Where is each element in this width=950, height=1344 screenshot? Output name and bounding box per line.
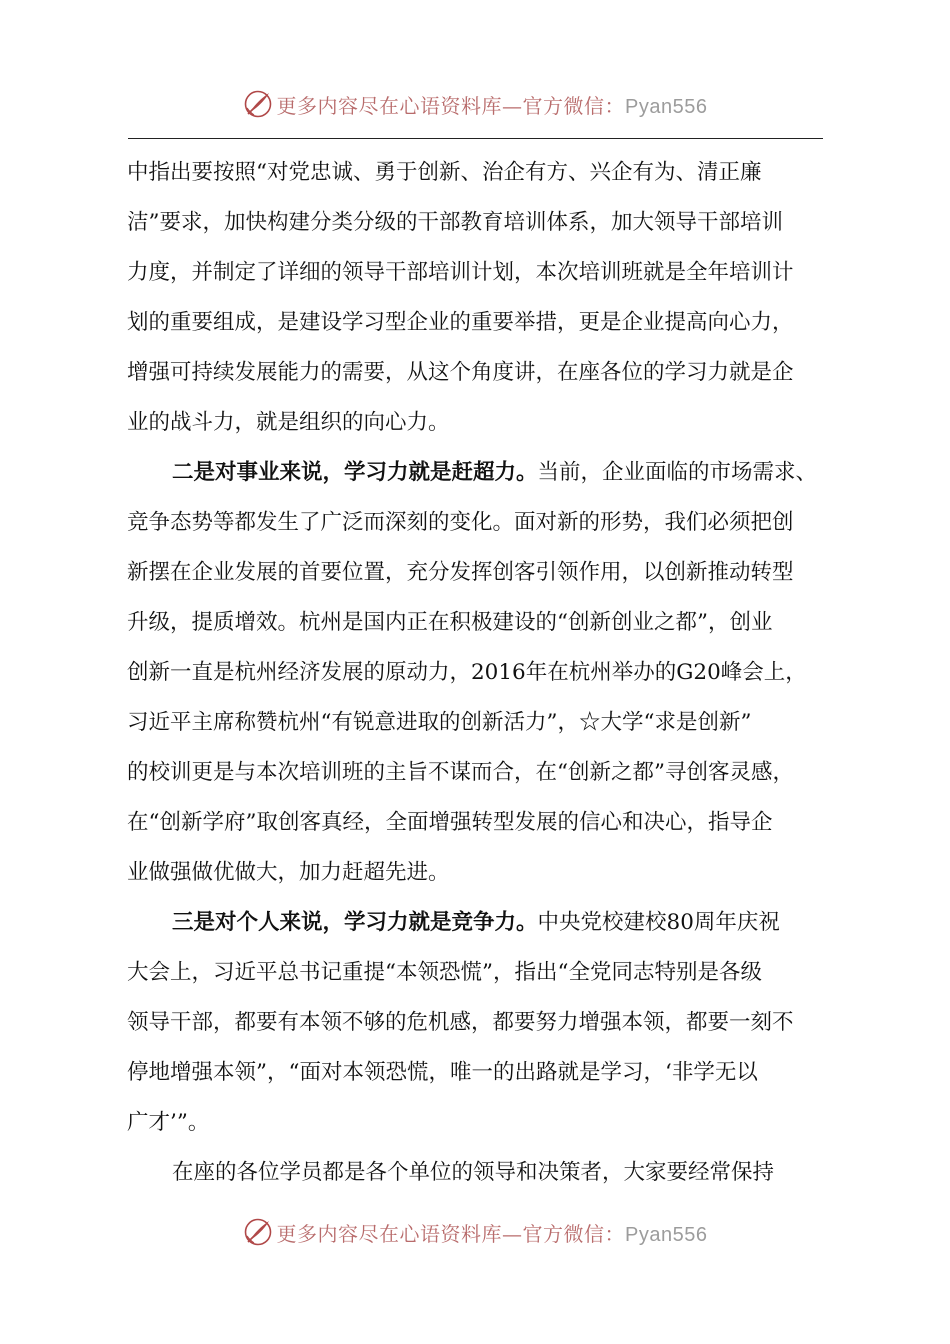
text-line: 广才’”。 [127, 1110, 210, 1135]
paragraph-3 [127, 898, 827, 1148]
text-line: 竞争态势等都发生了广泛而深刻的变化。面对新的形势，我们必须把创 [127, 510, 794, 535]
text-line: 力度，并制定了详细的领导干部培训计划，本次培训班就是全年培训计 [127, 260, 794, 285]
header-divider [128, 138, 823, 139]
text-line: 业的战斗力，就是组织的向心力。 [127, 410, 450, 435]
footer-banner [0, 1212, 950, 1252]
text-line: 习近平主席称赞杭州“有锐意进取的创新活力”，☆大学“求是创新” [127, 710, 752, 735]
text-line [127, 448, 827, 498]
text-line: 停地增强本领”，“面对本领恐慌，唯一的出路就是学习，‘非学无以 [127, 1060, 758, 1085]
footer-wechat-id: Pyan556 [625, 1223, 708, 1246]
text-line: 领导干部，都要有本领不够的危机感，都要努力增强本领，都要一刻不 [127, 1010, 794, 1035]
paragraph-4 [127, 1148, 827, 1198]
text-line: 中指出要按照“对党忠诚、勇于创新、治企有方、兴企有为、清正廉 [127, 160, 762, 185]
text-line: 升级，提质增效。杭州是国内正在积极建设的“创新创业之都”，创业 [127, 610, 773, 635]
text-line [127, 898, 827, 948]
paragraph-1 [127, 148, 827, 448]
text-line: 业做强做优做大，加力赶超先进。 [127, 860, 450, 885]
text-line: 增强可持续发展能力的需要，从这个角度讲，在座各位的学习力就是企 [127, 360, 794, 385]
text-line: 新摆在企业发展的首要位置，充分发挥创客引领作用，以创新推动转型 [127, 560, 794, 585]
quill-pen-logo-icon [243, 89, 273, 119]
text-line: 在座的各位学员都是各个单位的领导和决策者，大家要经常保持 [172, 1160, 775, 1185]
paragraph-2 [127, 448, 827, 898]
text-line: 创新一直是杭州经济发展的原动力，2016年在杭州举办的G20峰会上， [127, 660, 807, 685]
header-banner-text: 更多内容尽在心语资料库—官方微信：Pyan556 [276, 93, 708, 118]
text-run: 中央党校建校80周年庆祝 [537, 910, 780, 935]
paragraph-lead-heading: 二是对事业来说，学习力就是赶超力。 [172, 460, 538, 485]
text-run: 当前，企业面临的市场需求、 [537, 460, 818, 485]
text-line: 划的重要组成，是建设学习型企业的重要举措，更是企业提高向心力， [127, 310, 794, 335]
text-line: 大会上，习近平总书记重提“本领恐慌”，指出“全党同志特别是各级 [127, 960, 762, 985]
document-body [127, 148, 827, 1198]
header-wechat-id: Pyan556 [625, 95, 708, 118]
footer-banner-text: 更多内容尽在心语资料库—官方微信：Pyan556 [276, 1221, 708, 1246]
quill-pen-logo-icon [243, 1217, 273, 1247]
text-line: 在“创新学府”取创客真经，全面增强转型发展的信心和决心，指导企 [127, 810, 773, 835]
text-line: 洁”要求，加快构建分类分级的干部教育培训体系，加大领导干部培训 [127, 210, 783, 235]
text-line: 的校训更是与本次培训班的主旨不谋而合，在“创新之都”寻创客灵感， [127, 760, 794, 785]
paragraph-lead-heading: 三是对个人来说，学习力就是竞争力。 [172, 910, 538, 935]
header-banner [0, 84, 950, 124]
